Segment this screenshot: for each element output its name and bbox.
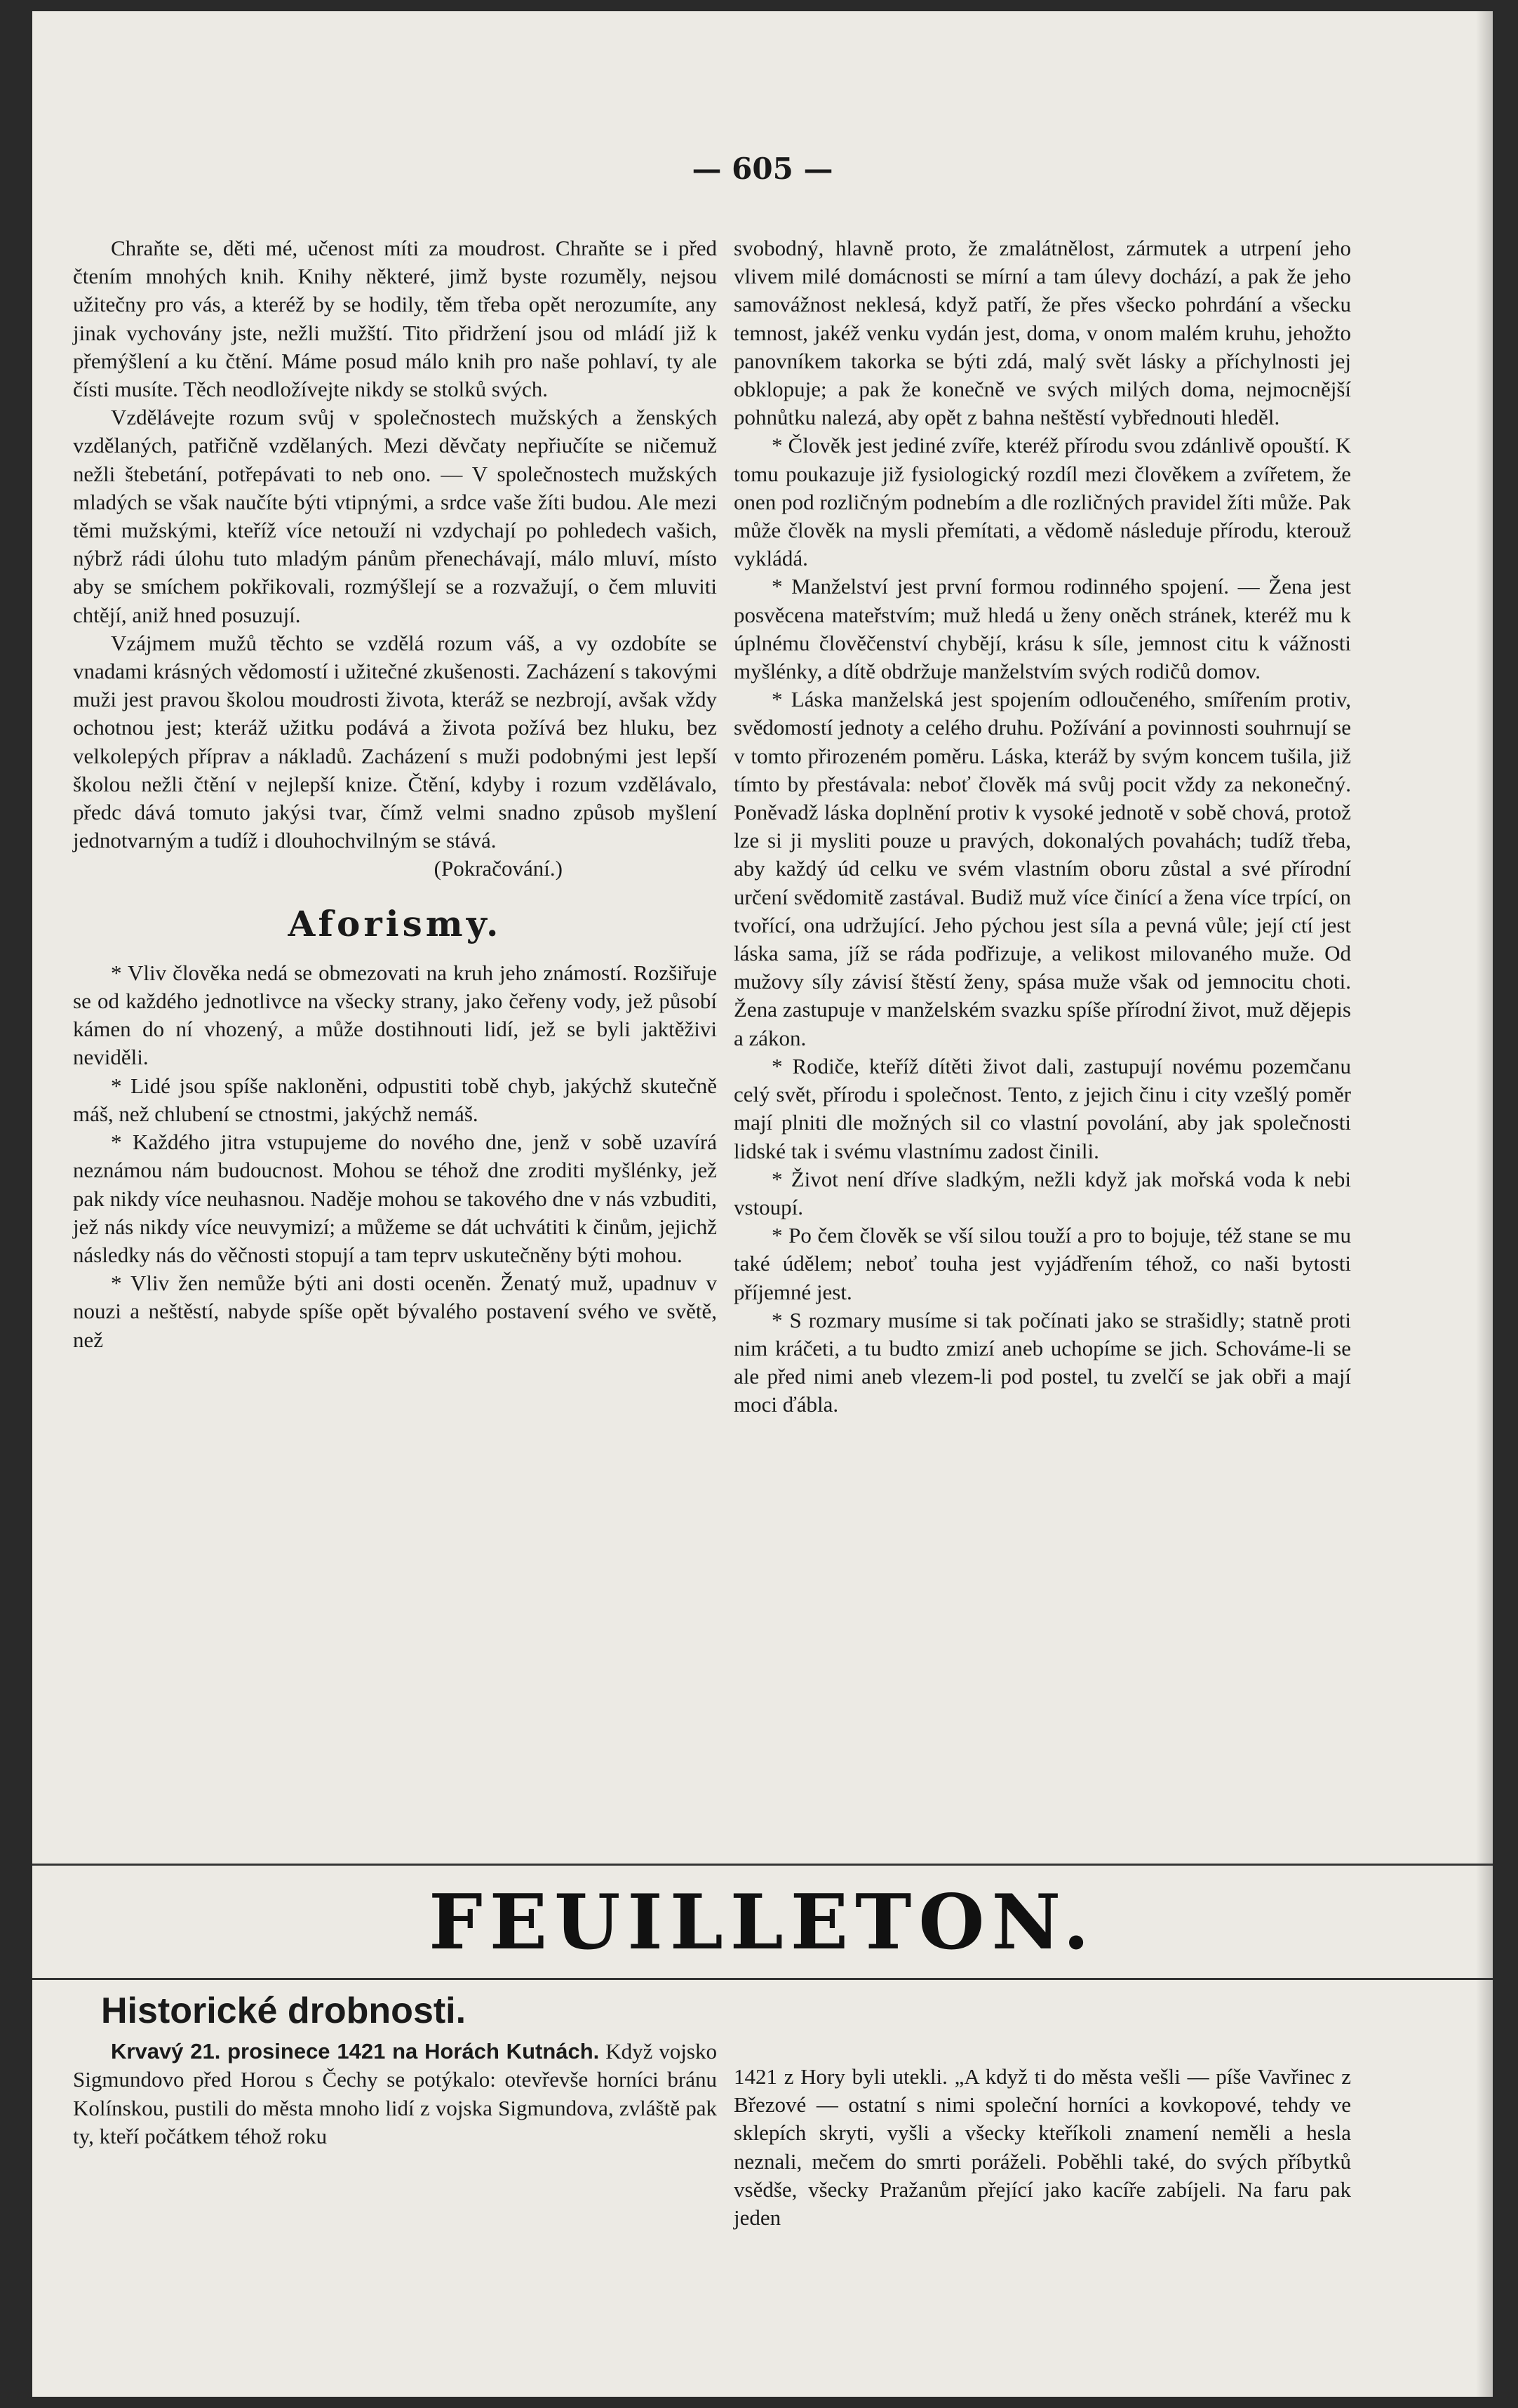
right-paragraph-1: svobodný, hlavně proto, že zmalátnělost, zármutek a utrpení jeho vlivem milé domácnosti se mírní a tam úlevy dochází, a pak že jeho samovážnost neklesá, když patří, že přes všecko pohrdání a všecku temnost, jakéž venku vydán jest, doma, v onom malém kruhu, jehožto panovníkem takorka se býti zdá, malý svět lásky a příchylnosti jej obklopuje; a pak že konečně ve svých milých doma, nejmocnější pohnůtku nalezá, aby opět z bahna neštěstí vybřednouti hleděl.	[734, 236, 1351, 430]
page-edge-shadow	[1476, 11, 1493, 2397]
left-column	[73, 234, 717, 1354]
right-paragraph-5: * Rodiče, kteříž dítěti život dali, zastupují novému pozemčanu celý svět, přírodu i společnost. Tento, z jejich činu i city vzešlý poměr mají plniti dle možných sil co vlastní povolání, aby jak společnosti lidské tak i svému vlastnímu zadost činili.	[734, 1053, 1351, 1163]
right-paragraph-2: * Člověk jest jediné zvíře, kteréž přírodu svou zdánlivě opouští. K tomu poukazuje již fysiologický rozdíl mezi člověkem a zvířetem, že onen pod rozličným podnebím a dle rozličných pravidel žíti může. Pak může člověk na mysli přemítati, a vědomě následuje přírodu, kterouž vykládá.	[734, 433, 1351, 571]
newspaper-page	[32, 11, 1493, 2397]
feuilleton-title: FEUILLETON.	[429, 1878, 1096, 1967]
aphorism-4: * Vliv žen nemůže býti ani dosti oceněn. Ženatý muž, upadnuv v nouzi a neštěstí, nabyde spíše opět bývalého postavení svého ve světě, než	[73, 1271, 717, 1352]
left-paragraph-2: Vzdělávejte rozum svůj v společnostech mužských a ženských vzdělaných, patřičně vzdělaných. Mezi děvčaty nepřiučíte se ničemuž nežli štebetání, potřepávati to neb ono. — V společnostech mužských mladých se však naučíte býti vtipnými, a srdce vaše žíti budou. Ale mezi těmi mužskými, kteříž více netouží ni vzdychají po pohledech vašich, nýbrž rádi úlohu tuto mladým pánům přenechávají, málo mluví, místo aby se smíchem pokřikovali, rozmýšlejí se a rozvažují, o čem mluviti chtějí, aniž hned posuzují.	[73, 405, 717, 627]
aphorisms-heading: Aforismy.	[288, 902, 502, 944]
story-text: Když vojsko Sigmundovo před Horou s Čechy se potýkalo: otevřevše horníci bránu Kolínskou, pustili do města mnoho lidí z vojska Sigmundova, zvláště pak ty, kteří počátkem téhož roku	[73, 2039, 717, 2148]
right-paragraph-4: * Láska manželská jest spojením odloučeného, smířením protiv, svědomostí jednoty a celého druhu. Požívání a povinnosti souhrnují se v tomto přirozeném poměru. Láska, kteráž by svým koncem tušila, již tímto by přestávala: neboť člověk má svůj pocit vždy za nekonečný. Poněvadž láska doplnění protiv k vysoké jednotě v sobě chová, protož lze si ji mysliti pouze u pravých, dokonalých povahách; tudíž třeba, aby každý úd celku ve svém vlastním oboru zůstal a své přírodní určení svědomitě zastával. Budiž muž více činící a žena více trpící, on tvořící, ona udržující. Jeho pýchou jest síla a pevná vůle; její ctí jest láska sama, jíž se ráda podřizuje, a velikost milovaného muže. Od mužovy síly závisí štěstí ženy, spása muže však od jemnocitu choti. Žena zastupuje v manželském svazku spíše přírodní život, muž dějepis a zákon.	[734, 687, 1351, 1050]
page-number: — 605 —	[692, 152, 833, 186]
right-paragraph-7: * Po čem člověk se vší silou touží a pro to bojuje, též stane se mu také údělem; neboť touha jest vyjádřením téhož, co naši bytosti příjemné jest.	[734, 1223, 1351, 1304]
right-paragraph-8: * S rozmary musíme si tak počínati jako se strašidly; statně proti nim kráčeti, a tu budto zmizí aneb uchopíme se jich. Schováme-li se ale před nimi aneb vlezem-li pod postel, tu zvelčí se jak obři a mají moci ďábla.	[734, 1307, 1351, 1417]
aphorism-2: * Lidé jsou spíše nakloněni, odpustiti tobě chyb, jakýchž skutečně máš, než chlubení se ctnostmi, jakýchž nemáš.	[73, 1073, 717, 1126]
historical-heading: Historické drobnosti.	[101, 1991, 466, 2031]
continuation-note: (Pokračování.)	[434, 856, 563, 881]
feuilleton-banner	[32, 1864, 1493, 1980]
historical-section	[73, 1991, 717, 2151]
right-paragraph-3: * Manželství jest první formou rodinného spojení. — Žena jest posvěcena mateřstvím; muž hledá u ženy oněch stránek, kteréž mu k úplnému člověčenství chybějí, krásu k síle, jemnost citu k vážnosti myšlénky, a dítě obdržuje manželstvím svých rodičů domov.	[734, 574, 1351, 684]
aphorism-1: * Vliv člověka nedá se obmezovati na kruh jeho známostí. Rozšiřuje se od každého jednotlivce na všecky strany, jako čeřeny vody, jež působí kámen do ní vhozený, a může dostihnouti lidí, jež se byli jaktěživi neviděli.	[73, 960, 717, 1070]
historical-continuation-text: 1421 z Hory byli utekli. „A když ti do města vešli — píše Vavřinec z Březové — ostatní s nimi společní horníci a kovkopové, tehdy ve sklepích skryti, vyšli a všecky kteříkoli znamení neměli a hesla neznali, mečem do smrti poráželi. Poběhli také, do svých příbytků vsědše, všecky Pražanům přející jako kacíře zabíjeli. Na faru pak jeden	[734, 2064, 1351, 2230]
aphorism-3: * Každého jitra vstupujeme do nového dne, jenž v sobě uzavírá neznámou nám budoucnost. Mohou se téhož dne zroditi myšlénky, jež pak nikdy více neuhasnou. Naděje mohou se takového dne v nás vzbuditi, jež nás nikdy více neuvymizí; a můžeme se dát uchvátiti k činům, jejichž následky nás do věčnosti stopují a tam teprv uskutečněny býti mohou.	[73, 1130, 717, 1267]
left-paragraph-3: Vzájmem mužů těchto se vzdělá rozum váš, a vy ozdobíte se vnadami krásných vědomostí i užitečné zkušenosti. Zacházení s takovými muži jest pravou školou moudrosti života, kteráž se nezbrojí, avšak vždy ochotnou jest; kteráž užitku podává a života požívá bez hluku, bez velkolepých příprav a nákladů. Zacházení s muži podobnými jest lepší školou nežli čtění v nejlepší knize. Čtění, kdyby i rozum vzdělávalo, předc dává tomuto jakýsi tvar, čímž velmi snadno způsob myšlení jednotvarným a tudíž i dlouhochvilným se stává.	[73, 630, 717, 853]
right-column	[734, 234, 1351, 1419]
story-lead: Krvavý 21. prosinece 1421 na Horách Kutnách.	[111, 2039, 600, 2064]
left-paragraph-1: Chraňte se, děti mé, učenost míti za moudrost. Chraňte se i před čtením mnohých knih. Knihy některé, jimž byste rozuměly, nejsou užitečny pro vás, a kteréž by se hodily, těm třeba opět nerozumíte, any jinak vychovány jste, nežli mužští. Tito přidržení jsou od mládí již k přemýšlení a ku čtění. Máme posud málo knih pro naše pohlaví, ty ale čísti musíte. Těch neodložívejte nikdy se stolků svých.	[73, 236, 717, 402]
historical-story	[73, 2038, 717, 2151]
right-paragraph-6: * Život není dříve sladkým, nežli když jak mořská voda k nebi vstoupí.	[734, 1166, 1351, 1219]
historical-continuation	[734, 2063, 1351, 2232]
